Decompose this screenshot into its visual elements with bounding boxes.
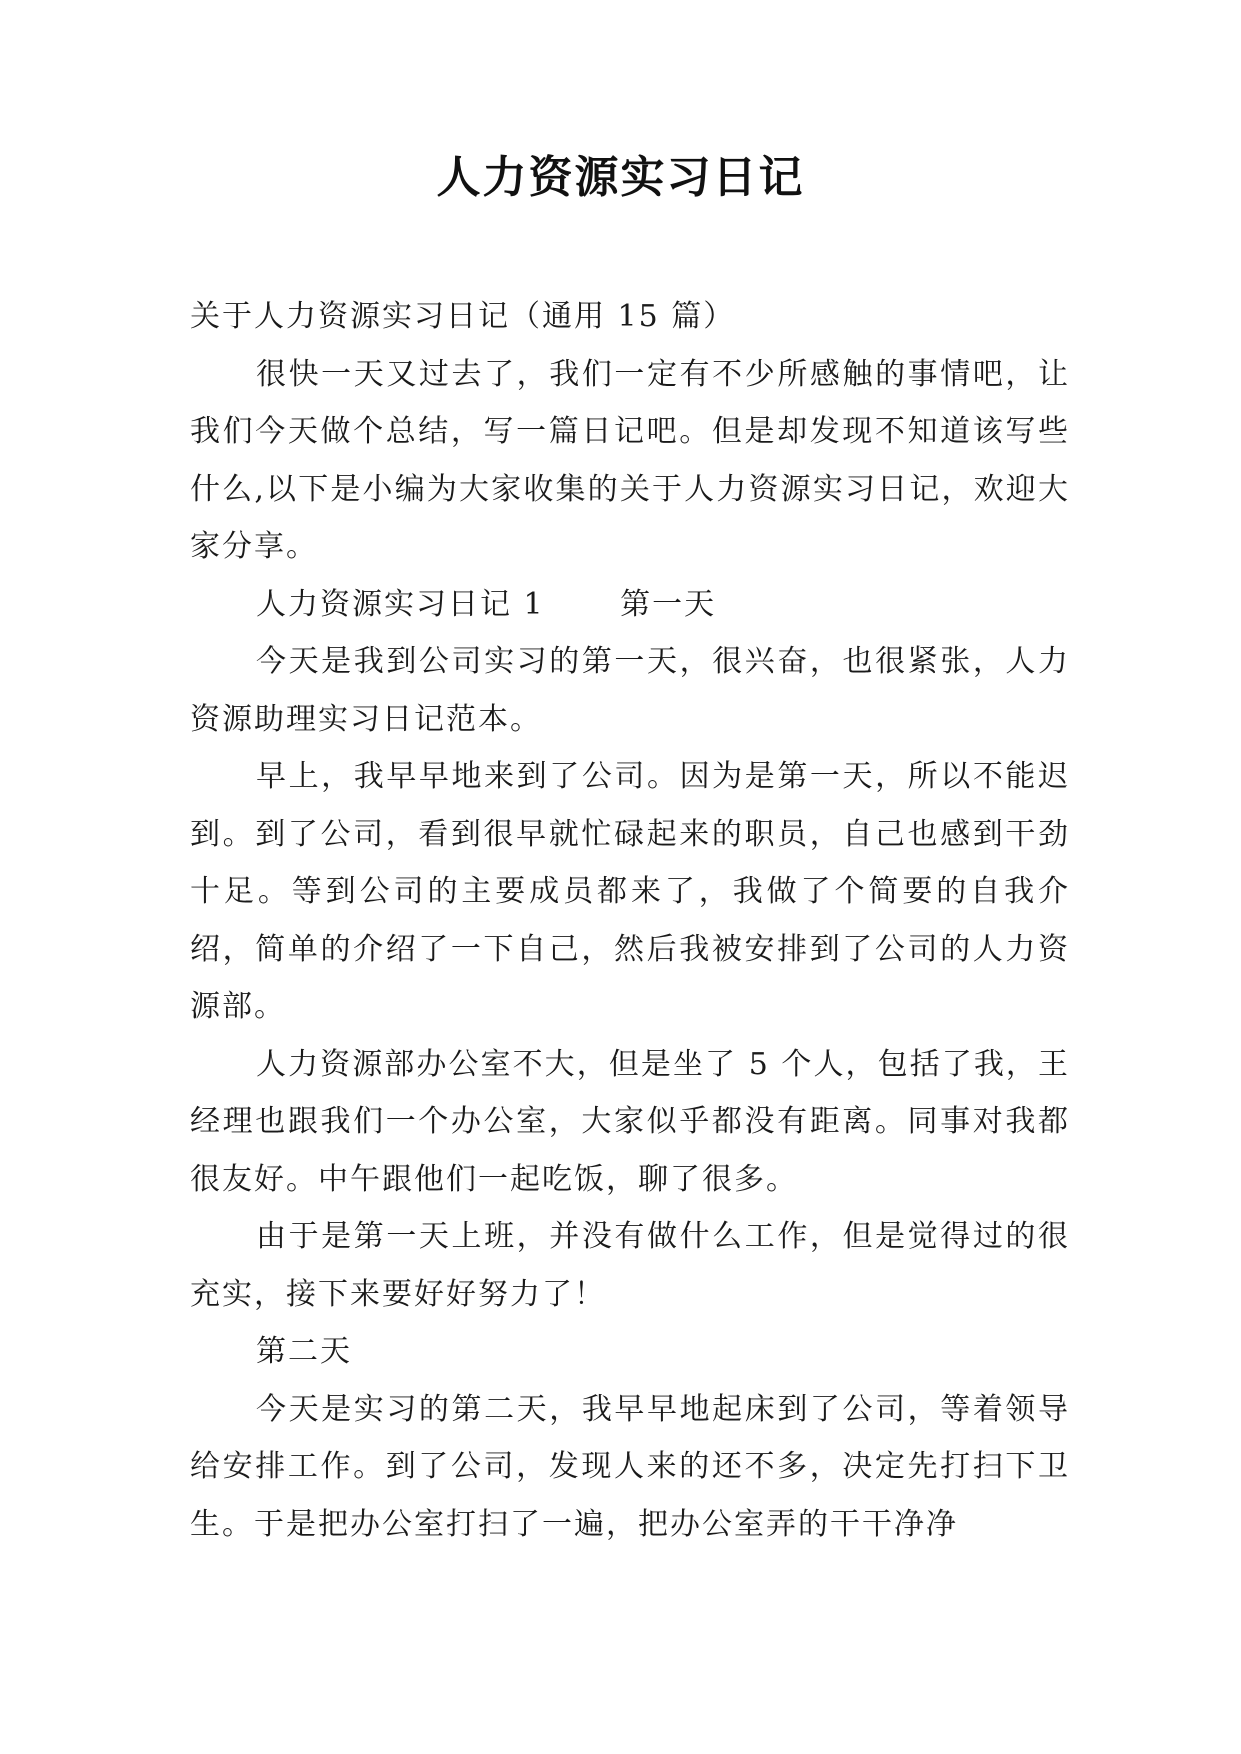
section-heading-day-2: 第二天	[256, 1334, 352, 1369]
paragraph-day2-1: 今天是实习的第二天，我早早地起床到了公司，等着领导给安排工作。到了公司，发现人来的还不多，决定先打扫下卫生。于是把办公室打扫了一遍，把办公室弄的干干净净	[190, 1391, 1070, 1542]
paragraph-day1-1: 今天是我到公司实习的第一天，很兴奋，也很紧张，人力资源助理实习日记范本。	[190, 644, 1070, 737]
document-body	[190, 288, 1070, 1553]
section-heading-diary-1: 人力资源实习日记 1 第一天	[256, 586, 717, 622]
paragraph-day1-2: 早上，我早早地来到了公司。因为是第一天，所以不能迟到。到了公司，看到很早就忙碌起来的职员，自己也感到干劲十足。等到公司的主要成员都来了，我做了个简要的自我介绍，简单的介绍了一下自己，然后我被安排到了公司的人力资源部。	[190, 759, 1070, 1024]
document-subtitle: 关于人力资源实习日记（通用 15 篇）	[190, 299, 736, 334]
paragraph-day1-4: 由于是第一天上班，并没有做什么工作，但是觉得过的很充实，接下来要好好努力了！	[190, 1219, 1070, 1312]
document-title: 人力资源实习日记	[436, 152, 805, 203]
paragraph-intro: 很快一天又过去了，我们一定有不少所感触的事情吧，让我们今天做个总结，写一篇日记吧。但是却发现不知道该写些什么,以下是小编为大家收集的关于人力资源实习日记，欢迎大家分享。	[190, 356, 1070, 564]
paragraph-day1-3: 人力资源部办公室不大，但是坐了 5 个人，包括了我，王经理也跟我们一个办公室，大家似乎都没有距离。同事对我都很友好。中午跟他们一起吃饭，聊了很多。	[190, 1046, 1070, 1197]
